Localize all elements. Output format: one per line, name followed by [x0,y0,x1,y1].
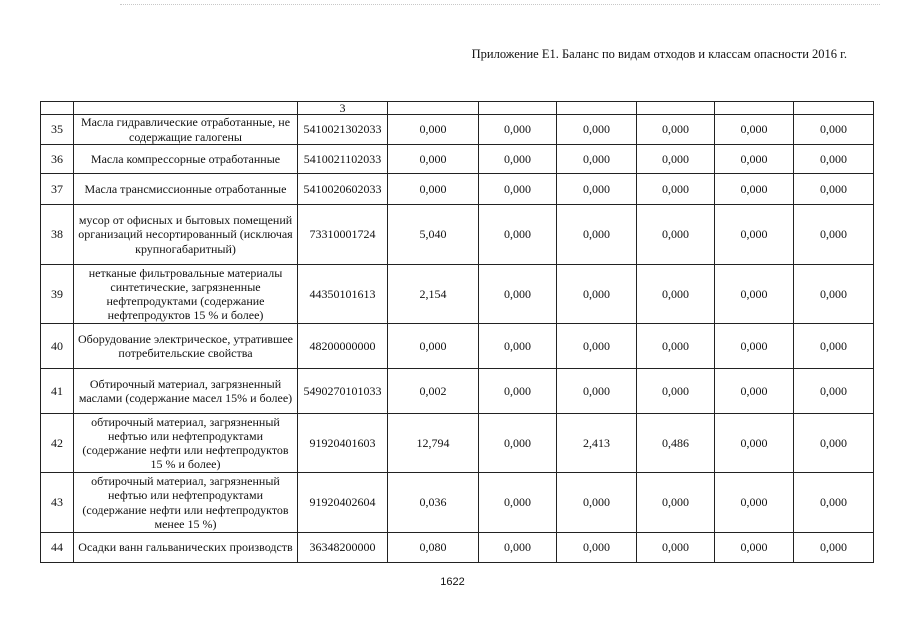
value-cell: 0,000 [557,369,637,414]
row-number-cell: 36 [41,145,74,174]
value-cell: 0,486 [637,414,715,473]
value-cell: 0,000 [715,265,794,324]
value-cell: 0,000 [557,174,637,205]
value-cell: 0,002 [388,369,479,414]
waste-name-cell: обтирочный материал, загрязненный нефтью или нефтепродуктами (содержание нефти или нефтепродуктов 15 % и более) [74,414,298,473]
value-cell: 0,000 [637,145,715,174]
row-number-cell: 43 [41,473,74,533]
value-cell: 0,000 [557,324,637,369]
row-number-cell: 39 [41,265,74,324]
waste-name-cell: Оборудование электрическое, утратившее потребительские свойства [74,324,298,369]
row-number-cell: 41 [41,369,74,414]
value-cell: 0,000 [637,324,715,369]
value-cell [557,102,637,115]
value-cell: 0,080 [388,533,479,563]
value-cell: 0,036 [388,473,479,533]
waste-name-cell: Масла гидравлические отработанные, не содержащие галогены [74,115,298,145]
value-cell: 0,000 [715,369,794,414]
value-cell: 0,000 [637,473,715,533]
appendix-caption: Приложение Е1. Баланс по видам отходов и классам опасности 2016 г. [471,47,847,61]
waste-name-cell: Осадки ванн гальванических производств [74,533,298,563]
value-cell: 0,000 [637,174,715,205]
value-cell: 2,413 [557,414,637,473]
value-cell: 12,794 [388,414,479,473]
value-cell: 0,000 [715,473,794,533]
waste-code-cell: 5490270101033 [298,369,388,414]
value-cell: 0,000 [637,265,715,324]
waste-code-cell: 36348200000 [298,533,388,563]
waste-name-cell [74,102,298,115]
waste-name-cell: нетканые фильтровальные материалы синтетические, загрязненные нефтепродуктами (содержание нефтепродуктов 15 % и более) [74,265,298,324]
value-cell: 0,000 [479,414,557,473]
page-number: 1622 [440,576,465,588]
waste-name-cell: Обтирочный материал, загрязненный маслами (содержание масел 15% и более) [74,369,298,414]
waste-code-cell: 3 [298,102,388,115]
value-cell: 0,000 [479,473,557,533]
waste-code-cell: 44350101613 [298,265,388,324]
value-cell: 0,000 [479,369,557,414]
waste-code-cell: 5410020602033 [298,174,388,205]
value-cell: 0,000 [479,265,557,324]
value-cell: 0,000 [479,174,557,205]
table-row [41,369,874,414]
row-number-cell: 44 [41,533,74,563]
value-cell: 0,000 [557,115,637,145]
value-cell: 0,000 [479,324,557,369]
value-cell: 0,000 [637,115,715,145]
value-cell: 0,000 [637,533,715,563]
waste-code-cell: 5410021102033 [298,145,388,174]
value-cell: 0,000 [479,115,557,145]
value-cell: 0,000 [715,414,794,473]
waste-code-cell: 91920402604 [298,473,388,533]
table-row [41,473,874,533]
table-row [41,265,874,324]
waste-code-cell: 73310001724 [298,205,388,265]
value-cell: 2,154 [388,265,479,324]
waste-balance-table [40,101,874,563]
value-cell: 0,000 [794,145,874,174]
waste-name-cell: обтирочный материал, загрязненный нефтью или нефтепродуктами (содержание нефти или нефтепродуктов менее 15 %) [74,473,298,533]
value-cell [637,102,715,115]
value-cell: 0,000 [388,324,479,369]
value-cell: 0,000 [637,369,715,414]
value-cell: 0,000 [557,265,637,324]
waste-code-cell: 48200000000 [298,324,388,369]
waste-code-cell: 91920401603 [298,414,388,473]
row-number-cell: 38 [41,205,74,265]
table-row [41,533,874,563]
value-cell: 0,000 [479,205,557,265]
value-cell [388,102,479,115]
value-cell: 0,000 [794,533,874,563]
value-cell: 0,000 [637,205,715,265]
value-cell: 0,000 [557,533,637,563]
value-cell: 0,000 [715,205,794,265]
value-cell: 0,000 [794,174,874,205]
value-cell: 0,000 [388,145,479,174]
value-cell [479,102,557,115]
value-cell: 5,040 [388,205,479,265]
value-cell: 0,000 [794,205,874,265]
value-cell: 0,000 [388,174,479,205]
value-cell: 0,000 [479,145,557,174]
value-cell: 0,000 [479,533,557,563]
value-cell: 0,000 [794,115,874,145]
table-row [41,174,874,205]
table-row [41,414,874,473]
value-cell: 0,000 [794,414,874,473]
value-cell: 0,000 [388,115,479,145]
table-row [41,324,874,369]
table-row [41,205,874,265]
value-cell: 0,000 [794,265,874,324]
value-cell: 0,000 [715,324,794,369]
waste-code-cell: 5410021302033 [298,115,388,145]
row-number-cell: 42 [41,414,74,473]
table-row [41,115,874,145]
value-cell: 0,000 [794,369,874,414]
row-number-cell: 40 [41,324,74,369]
row-number-cell: 37 [41,174,74,205]
scan-artifact [120,4,880,7]
value-cell: 0,000 [715,145,794,174]
table-body [41,102,874,563]
value-cell: 0,000 [715,115,794,145]
waste-name-cell: мусор от офисных и бытовых помещений организаций несортированный (исключая крупногабаритный) [74,205,298,265]
row-number-cell [41,102,74,115]
value-cell: 0,000 [794,324,874,369]
value-cell: 0,000 [557,473,637,533]
waste-name-cell: Масла трансмиссионные отработанные [74,174,298,205]
value-cell: 0,000 [557,145,637,174]
row-number-cell: 35 [41,115,74,145]
table-row [41,145,874,174]
value-cell: 0,000 [557,205,637,265]
value-cell: 0,000 [794,473,874,533]
table-row-continuation [41,102,874,115]
waste-name-cell: Масла компрессорные отработанные [74,145,298,174]
value-cell: 0,000 [715,174,794,205]
value-cell [715,102,794,115]
value-cell: 0,000 [715,533,794,563]
value-cell [794,102,874,115]
